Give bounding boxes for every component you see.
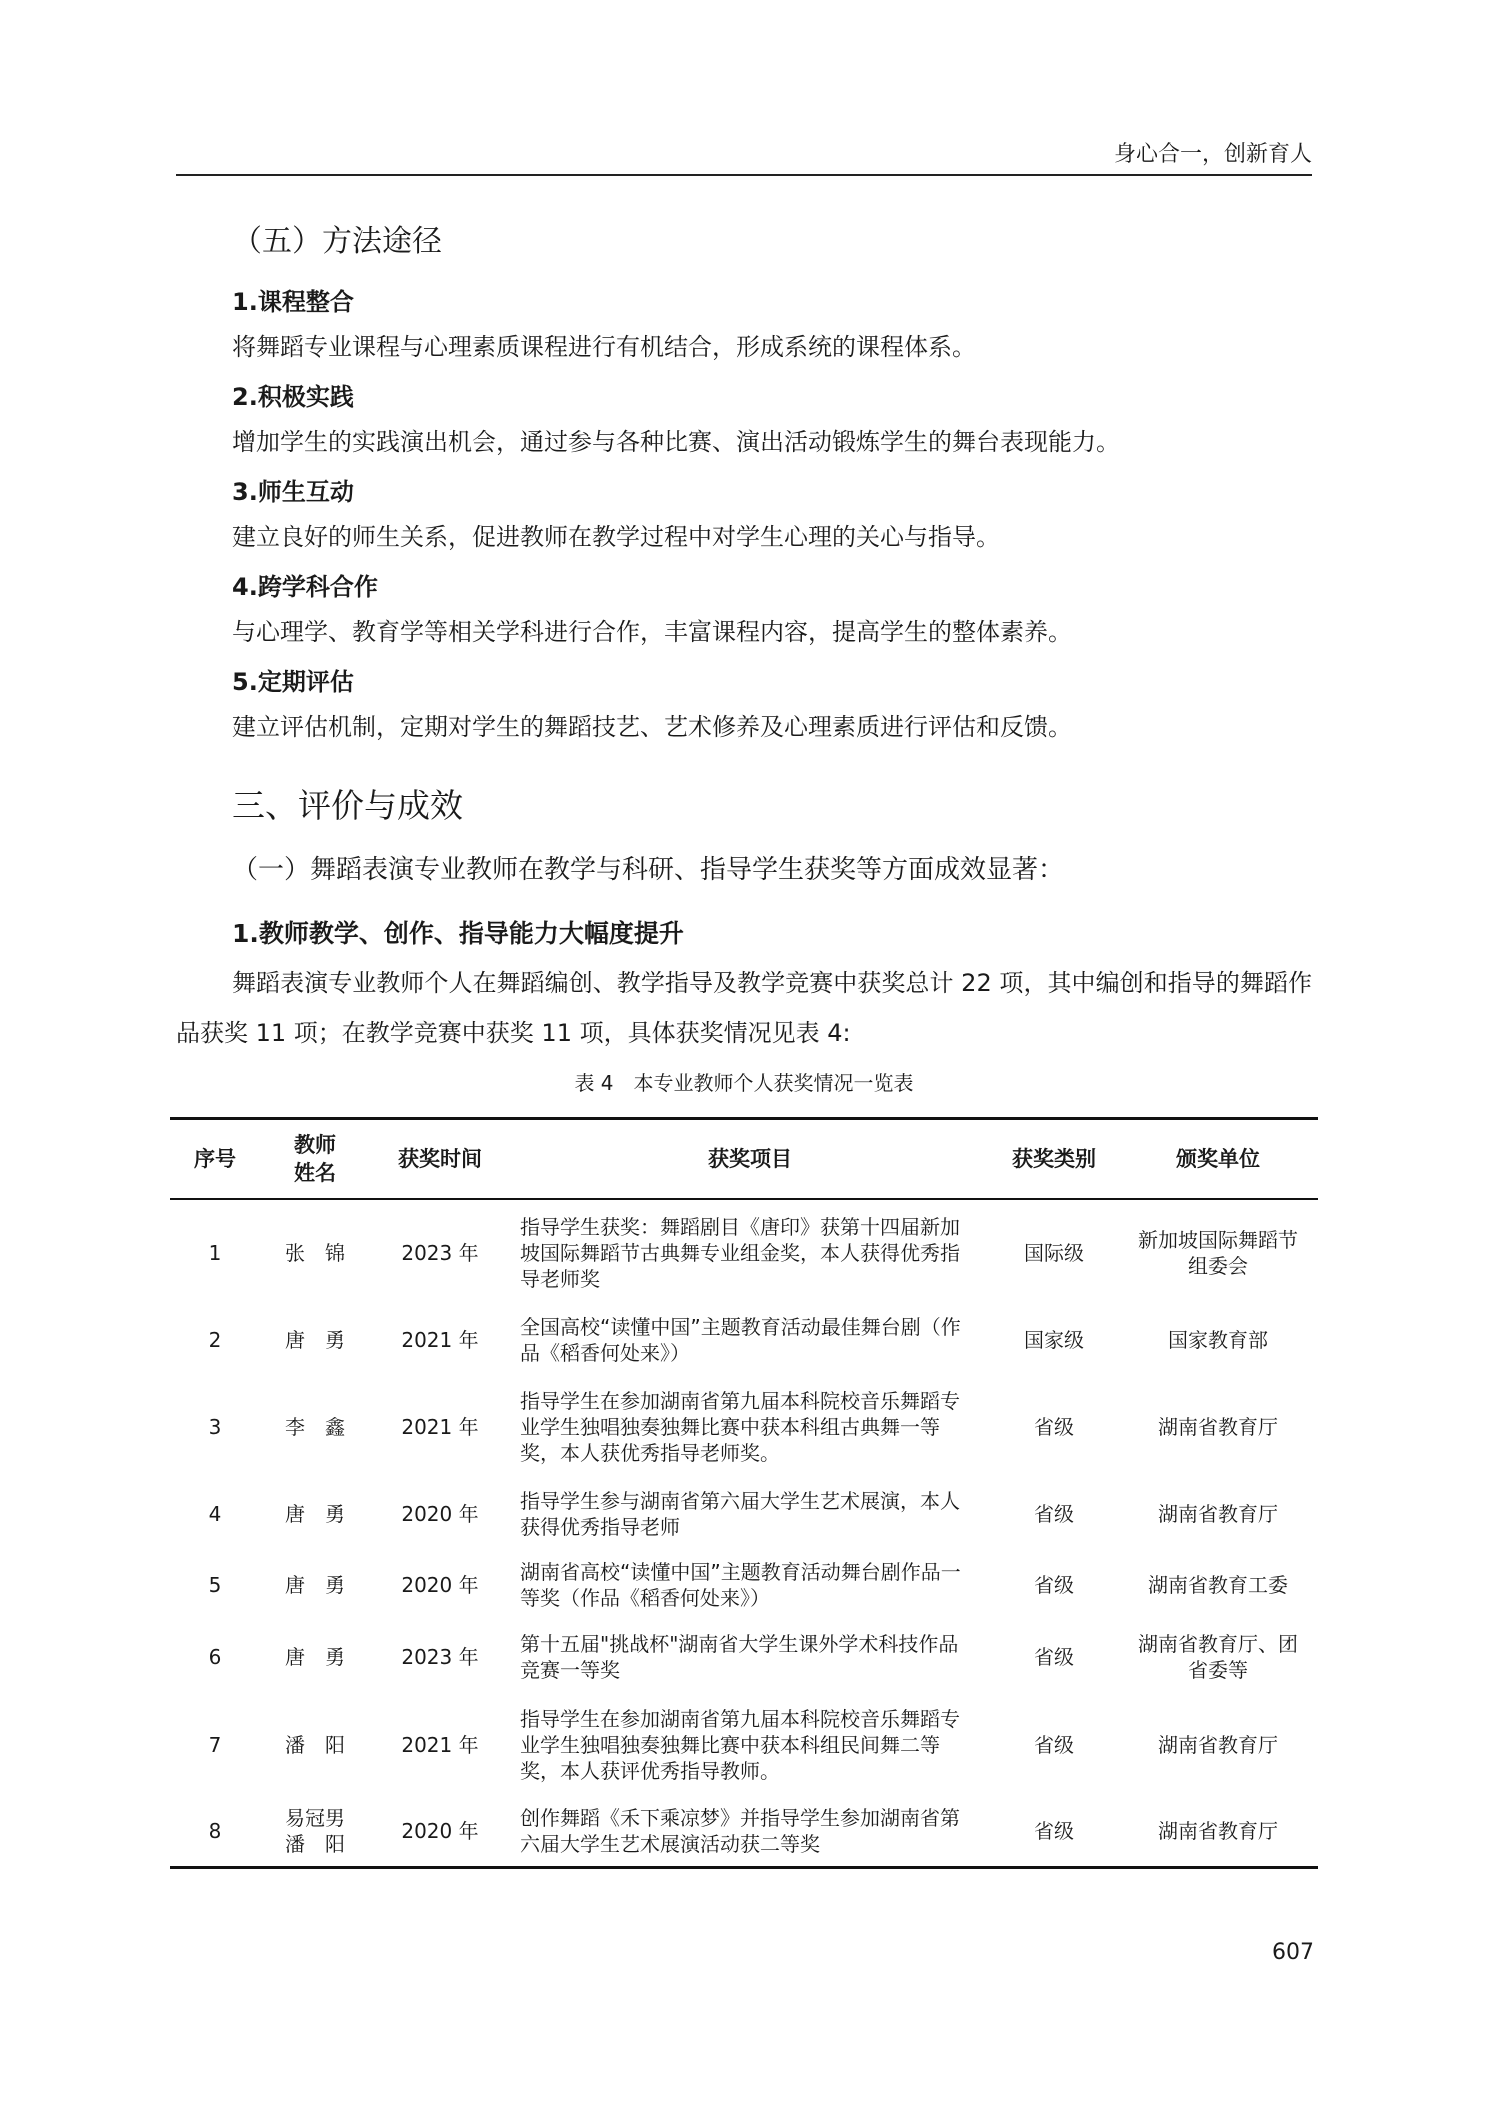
header-awarding-unit: 颁奖单位	[1118, 1119, 1318, 1200]
cell-award-project: 指导学生在参加湖南省第九届本科院校音乐舞蹈专业学生独唱独奏独舞比赛中获本科组民间舞二等奖，本人获评优秀指导教师。	[520, 1707, 960, 1783]
cell-index: 1	[208, 1240, 222, 1265]
cell-award-project: 指导学生获奖：舞蹈剧目《唐印》获第十四届新加坡国际舞蹈节古典舞专业组金奖，本人获得优秀指导老师奖	[520, 1214, 960, 1291]
cell-teacher-name: 李 鑫	[285, 1415, 345, 1439]
cell-teacher-name: 易冠男 潘 阳	[285, 1806, 345, 1857]
cell-award-level: 省级	[1034, 1733, 1074, 1757]
cell-teacher-name: 张 锦	[285, 1240, 345, 1265]
cell-award-level: 省级	[1034, 1415, 1074, 1439]
table-row	[170, 1305, 1318, 1375]
cell-award-project: 指导学生参与湖南省第六届大学生艺术展演，本人获得优秀指导老师	[520, 1489, 960, 1539]
awards-summary-paragraph: 舞蹈表演专业教师个人在舞蹈编创、教学指导及教学竞赛中获奖总计 22 项，其中编创和指导的舞蹈作品获奖 11 项；在教学竞赛中获奖 11 项，具体获奖情况见表 4:	[176, 969, 1312, 1047]
cell-teacher-name: 潘 阳	[285, 1733, 345, 1757]
table-row	[170, 1797, 1318, 1867]
running-header	[176, 140, 1312, 176]
method-title: 4.跨学科合作	[232, 573, 378, 601]
cell-teacher-name: 唐 勇	[285, 1328, 345, 1352]
cell-teacher-name: 唐 勇	[285, 1502, 345, 1526]
methods-section-title: （五）方法途径	[232, 224, 442, 259]
cell-award-level: 省级	[1034, 1573, 1074, 1597]
header-award-level: 获奖类别	[990, 1119, 1118, 1200]
cell-awarding-unit: 湖南省教育厅、团省委等	[1138, 1632, 1298, 1682]
cell-award-project: 全国高校“读懂中国”主题教育活动最佳舞台剧（作品《稻香何处来》）	[520, 1315, 961, 1365]
method-title: 2.积极实践	[232, 383, 354, 411]
cell-index: 2	[208, 1328, 222, 1352]
method-title: 1.课程整合	[232, 288, 354, 316]
method-description: 将舞蹈专业课程与心理素质课程进行有机结合，形成系统的课程体系。	[232, 333, 976, 361]
cell-award-time: 2020 年	[401, 1502, 479, 1526]
table-row	[170, 1549, 1318, 1621]
method-title: 3.师生互动	[232, 478, 354, 506]
cell-awarding-unit: 国家教育部	[1168, 1328, 1268, 1352]
cell-award-project: 指导学生在参加湖南省第九届本科院校音乐舞蹈专业学生独唱独奏独舞比赛中获本科组古典舞一等奖，本人获优秀指导老师奖。	[520, 1389, 960, 1465]
cell-awarding-unit: 湖南省教育厅	[1158, 1502, 1278, 1526]
methods-list	[232, 282, 1312, 757]
table-row	[170, 1621, 1318, 1693]
cell-awarding-unit: 湖南省教育厅	[1158, 1415, 1278, 1439]
method-title: 5.定期评估	[232, 668, 354, 696]
cell-teacher-name: 唐 勇	[285, 1573, 345, 1597]
cell-award-level: 省级	[1034, 1502, 1074, 1526]
cell-award-time: 2021 年	[401, 1733, 479, 1757]
method-description: 增加学生的实践演出机会，通过参与各种比赛、演出活动锻炼学生的舞台表现能力。	[232, 428, 1120, 456]
method-item	[232, 282, 1312, 377]
cell-awarding-unit: 新加坡国际舞蹈节组委会	[1138, 1227, 1298, 1278]
cell-award-time: 2021 年	[401, 1415, 479, 1439]
cell-award-project: 第十五届"挑战杯"湖南省大学生课外学术科技作品竞赛一等奖	[520, 1632, 959, 1682]
method-description: 与心理学、教育学等相关学科进行合作，丰富课程内容，提高学生的整体素养。	[232, 618, 1072, 646]
awards-table	[170, 1117, 1318, 1869]
table-row	[170, 1199, 1318, 1305]
cell-index: 5	[208, 1573, 222, 1597]
table-header-row	[170, 1119, 1318, 1200]
cell-award-project: 创作舞蹈《禾下乘凉梦》并指导学生参加湖南省第六届大学生艺术展演活动获二等奖	[520, 1806, 960, 1857]
table-caption: 表 4 本专业教师个人获奖情况一览表	[574, 1071, 914, 1095]
method-description: 建立评估机制，定期对学生的舞蹈技艺、艺术修养及心理素质进行评估和反馈。	[232, 713, 1072, 741]
header-index: 序号	[170, 1119, 260, 1200]
page-number: 607	[1272, 1940, 1314, 1965]
cell-awarding-unit: 湖南省教育工委	[1148, 1573, 1288, 1597]
cell-award-project: 湖南省高校“读懂中国”主题教育活动舞台剧作品一等奖（作品《稻香何处来》）	[520, 1560, 961, 1610]
cell-award-time: 2020 年	[401, 1573, 479, 1597]
teacher-ability-heading: 1.教师教学、创作、指导能力大幅度提升	[232, 919, 684, 948]
cell-award-time: 2020 年	[401, 1819, 479, 1844]
method-item	[232, 472, 1312, 567]
cell-award-time: 2023 年	[401, 1240, 479, 1265]
cell-index: 7	[208, 1733, 222, 1757]
cell-index: 4	[208, 1502, 222, 1526]
evaluation-subheading: （一）舞蹈表演专业教师在教学与科研、指导学生获奖等方面成效显著：	[232, 855, 1065, 885]
running-header-title: 身心合一，创新育人	[1113, 142, 1312, 167]
table-row	[170, 1693, 1318, 1797]
table-row	[170, 1375, 1318, 1479]
cell-award-time: 2023 年	[401, 1645, 479, 1669]
cell-index: 3	[208, 1415, 222, 1439]
table-row	[170, 1479, 1318, 1549]
header-teacher-name: 教师 姓名	[260, 1119, 370, 1200]
cell-awarding-unit: 湖南省教育厅	[1158, 1819, 1278, 1844]
cell-teacher-name: 唐 勇	[285, 1645, 345, 1669]
header-award-time: 获奖时间	[370, 1119, 510, 1200]
method-item	[232, 377, 1312, 472]
evaluation-section-heading: 三、评价与成效	[232, 786, 463, 825]
cell-awarding-unit: 湖南省教育厅	[1158, 1733, 1278, 1757]
method-item	[232, 662, 1312, 757]
header-award-project: 获奖项目	[510, 1119, 990, 1200]
cell-award-level: 省级	[1034, 1645, 1074, 1669]
cell-award-level: 省级	[1034, 1819, 1074, 1844]
cell-award-level: 国际级	[1024, 1240, 1084, 1265]
cell-award-time: 2021 年	[401, 1328, 479, 1352]
method-description: 建立良好的师生关系，促进教师在教学过程中对学生心理的关心与指导。	[232, 523, 1000, 551]
cell-index: 6	[208, 1645, 222, 1669]
cell-index: 8	[208, 1819, 222, 1844]
method-item	[232, 567, 1312, 662]
cell-award-level: 国家级	[1024, 1328, 1084, 1352]
